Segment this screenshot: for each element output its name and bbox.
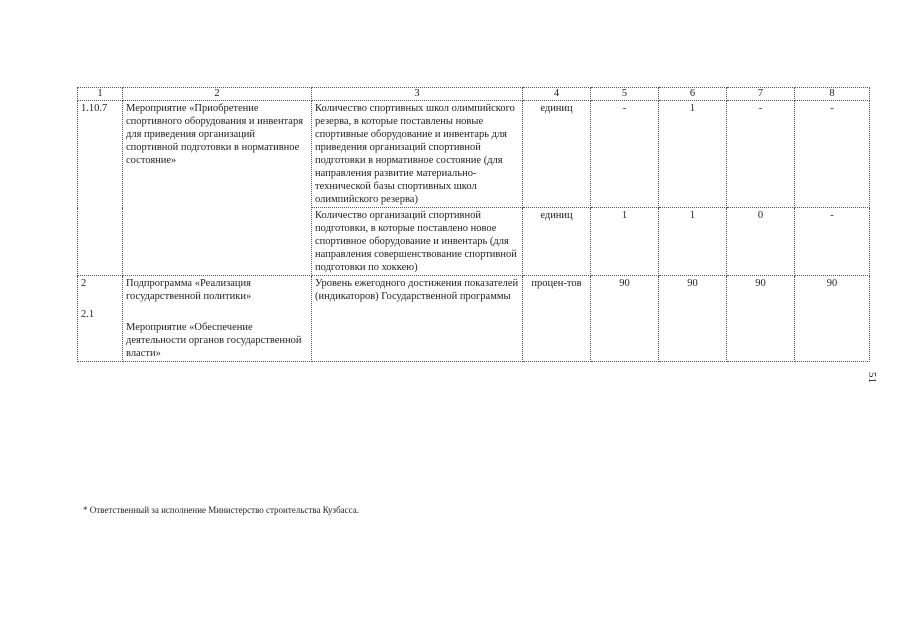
header-row: [78, 88, 870, 101]
row-number: 2.1: [81, 309, 95, 320]
unit-cell: единиц: [523, 208, 591, 276]
indicator-name: Уровень ежегодного достижения показателей (индикаторов) Государственной программы: [312, 276, 523, 362]
value-cell: -: [591, 101, 659, 208]
value-cell: 1: [591, 208, 659, 276]
spacer: [81, 290, 119, 308]
value-cell: 90: [795, 276, 870, 362]
value-cell: 1: [659, 208, 727, 276]
header-cell: 7: [727, 88, 795, 101]
row-number-cell: [78, 276, 123, 362]
unit-cell: процен-тов: [523, 276, 591, 362]
event-name: Мероприятие «Обеспечение деятельности органов государственной власти»: [126, 322, 302, 359]
indicator-name: Количество организаций спортивной подготовки, в которые поставлено новое спортивное оборудование и инвентарь (для направления совершенствование спортивной подготовки по хоккею): [312, 208, 523, 276]
header-cell: 5: [591, 88, 659, 101]
value-cell: -: [795, 101, 870, 208]
unit-cell: единиц: [523, 101, 591, 208]
header-cell: 8: [795, 88, 870, 101]
header-cell: 3: [312, 88, 523, 101]
value-cell: 1: [659, 101, 727, 208]
row-number: 2: [81, 278, 87, 289]
header-cell: 6: [659, 88, 727, 101]
value-cell: -: [727, 101, 795, 208]
indicator-name: Количество спортивных школ олимпийского резерва, в которые поставлены новые спортивные оборудование и инвентарь для приведения организаций спортивной подготовки в нормативное состояние (для направления развитие материально-технической базы спортивных школ олимпийского резерва): [312, 101, 523, 208]
header-cell: 2: [123, 88, 312, 101]
footnote: * Ответственный за исполнение Министерство строительства Кузбасса.: [83, 505, 359, 515]
table-row: [78, 276, 870, 362]
event-name: Мероприятие «Приобретение спортивного оборудования и инвентаря для приведения организаций спортивной подготовки в нормативное состояние»: [123, 101, 312, 276]
table-row: [78, 101, 870, 208]
value-cell: 90: [591, 276, 659, 362]
spacer: [126, 303, 308, 321]
value-cell: 90: [727, 276, 795, 362]
indicators-table: [77, 87, 870, 362]
event-cell: [123, 276, 312, 362]
row-number: 1.10.7: [78, 101, 123, 276]
subprogram-name: Подпрограмма «Реализация государственной политики»: [126, 278, 252, 302]
value-cell: -: [795, 208, 870, 276]
header-cell: 4: [523, 88, 591, 101]
header-cell: 1: [78, 88, 123, 101]
value-cell: 0: [727, 208, 795, 276]
page-number: 51: [866, 372, 878, 383]
value-cell: 90: [659, 276, 727, 362]
